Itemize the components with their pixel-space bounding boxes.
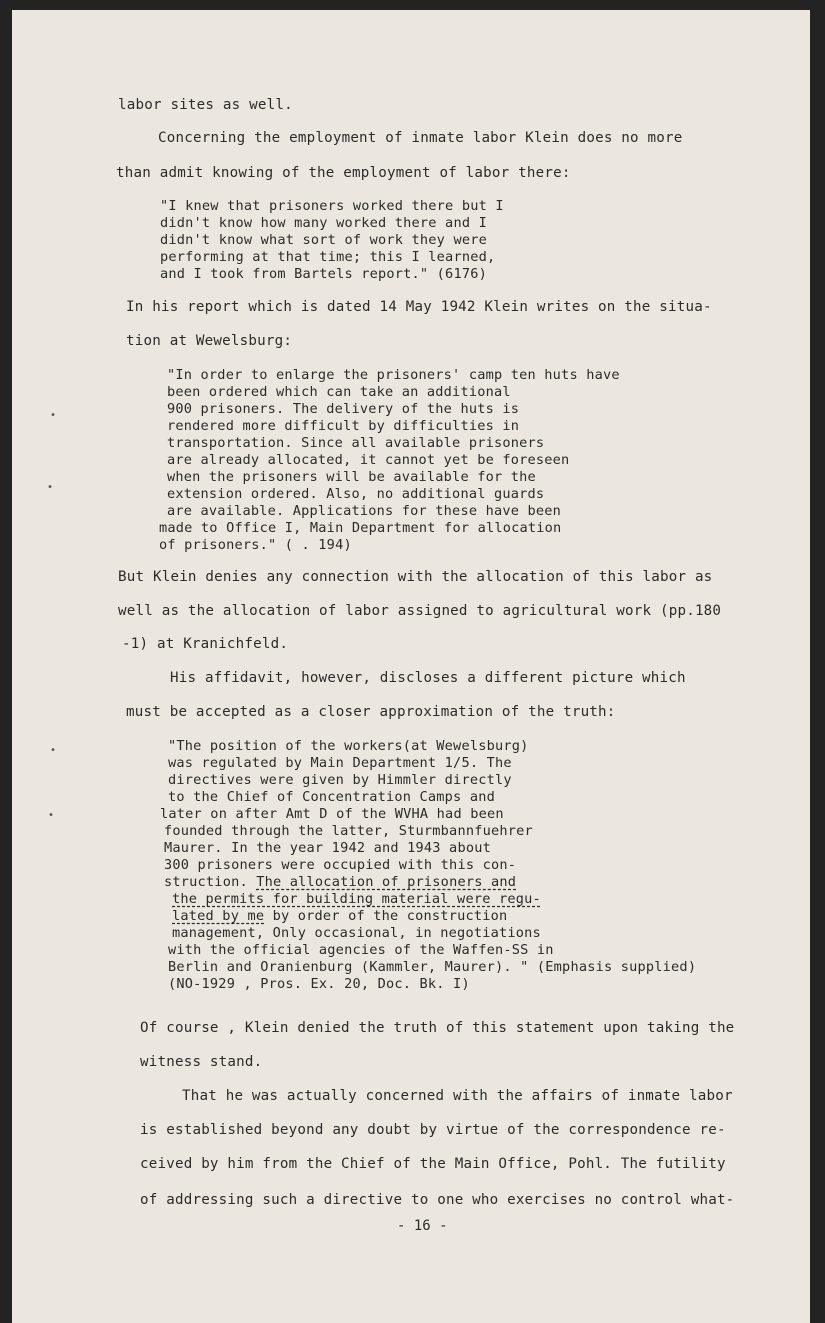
body-line: Concerning the employment of inmate labor Klein does no more bbox=[158, 130, 683, 146]
quote-line: founded through the latter, Sturmbannfuehrer bbox=[164, 823, 533, 839]
quote-line: didn't know how many worked there and I bbox=[160, 215, 487, 231]
quote-line: and I took from Bartels report." (6176) bbox=[160, 266, 487, 282]
body-line: ceived by him from the Chief of the Main Office, Pohl. The futility bbox=[140, 1156, 726, 1172]
quote-line: with the official agencies of the Waffen-SS in bbox=[168, 942, 554, 958]
body-line: of addressing such a directive to one who exercises no control what- bbox=[140, 1192, 735, 1208]
quote-line: performing at that time; this I learned, bbox=[160, 249, 496, 265]
quote-line: "I knew that prisoners worked there but I bbox=[160, 198, 504, 214]
quote-line: been ordered which can take an additional bbox=[167, 384, 511, 400]
quote-line: made to Office I, Main Department for allocation bbox=[159, 520, 562, 536]
body-line: tion at Wewelsburg: bbox=[126, 333, 293, 349]
quote-line: (NO-1929 , Pros. Ex. 20, Doc. Bk. I) bbox=[168, 976, 470, 992]
body-line: is established beyond any doubt by virtue of the correspondence re- bbox=[140, 1122, 726, 1138]
quote-line: transportation. Since all available prisoners bbox=[167, 435, 545, 451]
body-line: well as the allocation of labor assigned to agricultural work (pp.180 bbox=[118, 603, 722, 619]
body-line: -1) at Kranichfeld. bbox=[122, 636, 289, 652]
quote-line: later on after Amt D of the WVHA had been bbox=[160, 806, 504, 822]
quote-line: directives were given by Himmler directly bbox=[168, 772, 512, 788]
quote-line: "The position of the workers(at Wewelsburg) bbox=[168, 738, 529, 754]
quote-line: "In order to enlarge the prisoners' camp ten huts have bbox=[167, 367, 620, 383]
body-line: His affidavit, however, discloses a different picture which bbox=[170, 670, 686, 686]
quote-line: didn't know what sort of work they were bbox=[160, 232, 487, 248]
emphasis-underline: lated by me bbox=[172, 908, 265, 924]
body-line: must be accepted as a closer approximation of the truth: bbox=[126, 704, 616, 720]
emphasis-underline: The allocation of prisoners and bbox=[256, 874, 517, 890]
margin-speck: • bbox=[50, 410, 57, 421]
body-line: witness stand. bbox=[140, 1054, 263, 1070]
body-line: labor sites as well. bbox=[118, 97, 293, 113]
quote-line: 900 prisoners. The delivery of the huts is bbox=[167, 401, 520, 417]
body-line: than admit knowing of the employment of labor there: bbox=[116, 165, 571, 181]
quote-line: rendered more difficult by difficulties in bbox=[167, 418, 520, 434]
margin-speck: • bbox=[50, 745, 57, 756]
body-line: That he was actually concerned with the affairs of inmate labor bbox=[182, 1088, 733, 1104]
quote-line: extension ordered. Also, no additional guards bbox=[167, 486, 545, 502]
page-number: - 16 - bbox=[397, 1218, 448, 1234]
quote-line: to the Chief of Concentration Camps and bbox=[168, 789, 495, 805]
quote-line: was regulated by Main Department 1/5. The bbox=[168, 755, 512, 771]
quote-line: 300 prisoners were occupied with this con- bbox=[164, 857, 517, 873]
quote-line: by order of the construction bbox=[272, 908, 508, 924]
body-line: In his report which is dated 14 May 1942 Klein writes on the situa- bbox=[126, 299, 712, 315]
quote-line: struction. bbox=[164, 874, 248, 890]
quote-line: when the prisoners will be available for the bbox=[167, 469, 536, 485]
body-line: But Klein denies any connection with the allocation of this labor as bbox=[118, 569, 713, 585]
quote-line: Maurer. In the year 1942 and 1943 about bbox=[164, 840, 491, 856]
emphasis-underline: the permits for building material were regu- bbox=[172, 891, 541, 907]
quote-line: of prisoners." ( . 194) bbox=[159, 537, 352, 553]
quote-line: management, Only occasional, in negotiations bbox=[172, 925, 541, 941]
margin-speck: • bbox=[48, 810, 55, 821]
margin-speck: • bbox=[47, 482, 54, 493]
document-page bbox=[12, 10, 810, 1323]
quote-line: are already allocated, it cannot yet be foreseen bbox=[167, 452, 570, 468]
quote-line: Berlin and Oranienburg (Kammler, Maurer). " (Emphasis supplied) bbox=[168, 959, 697, 975]
body-line: Of course , Klein denied the truth of this statement upon taking the bbox=[140, 1020, 735, 1036]
quote-line: are available. Applications for these have been bbox=[167, 503, 562, 519]
